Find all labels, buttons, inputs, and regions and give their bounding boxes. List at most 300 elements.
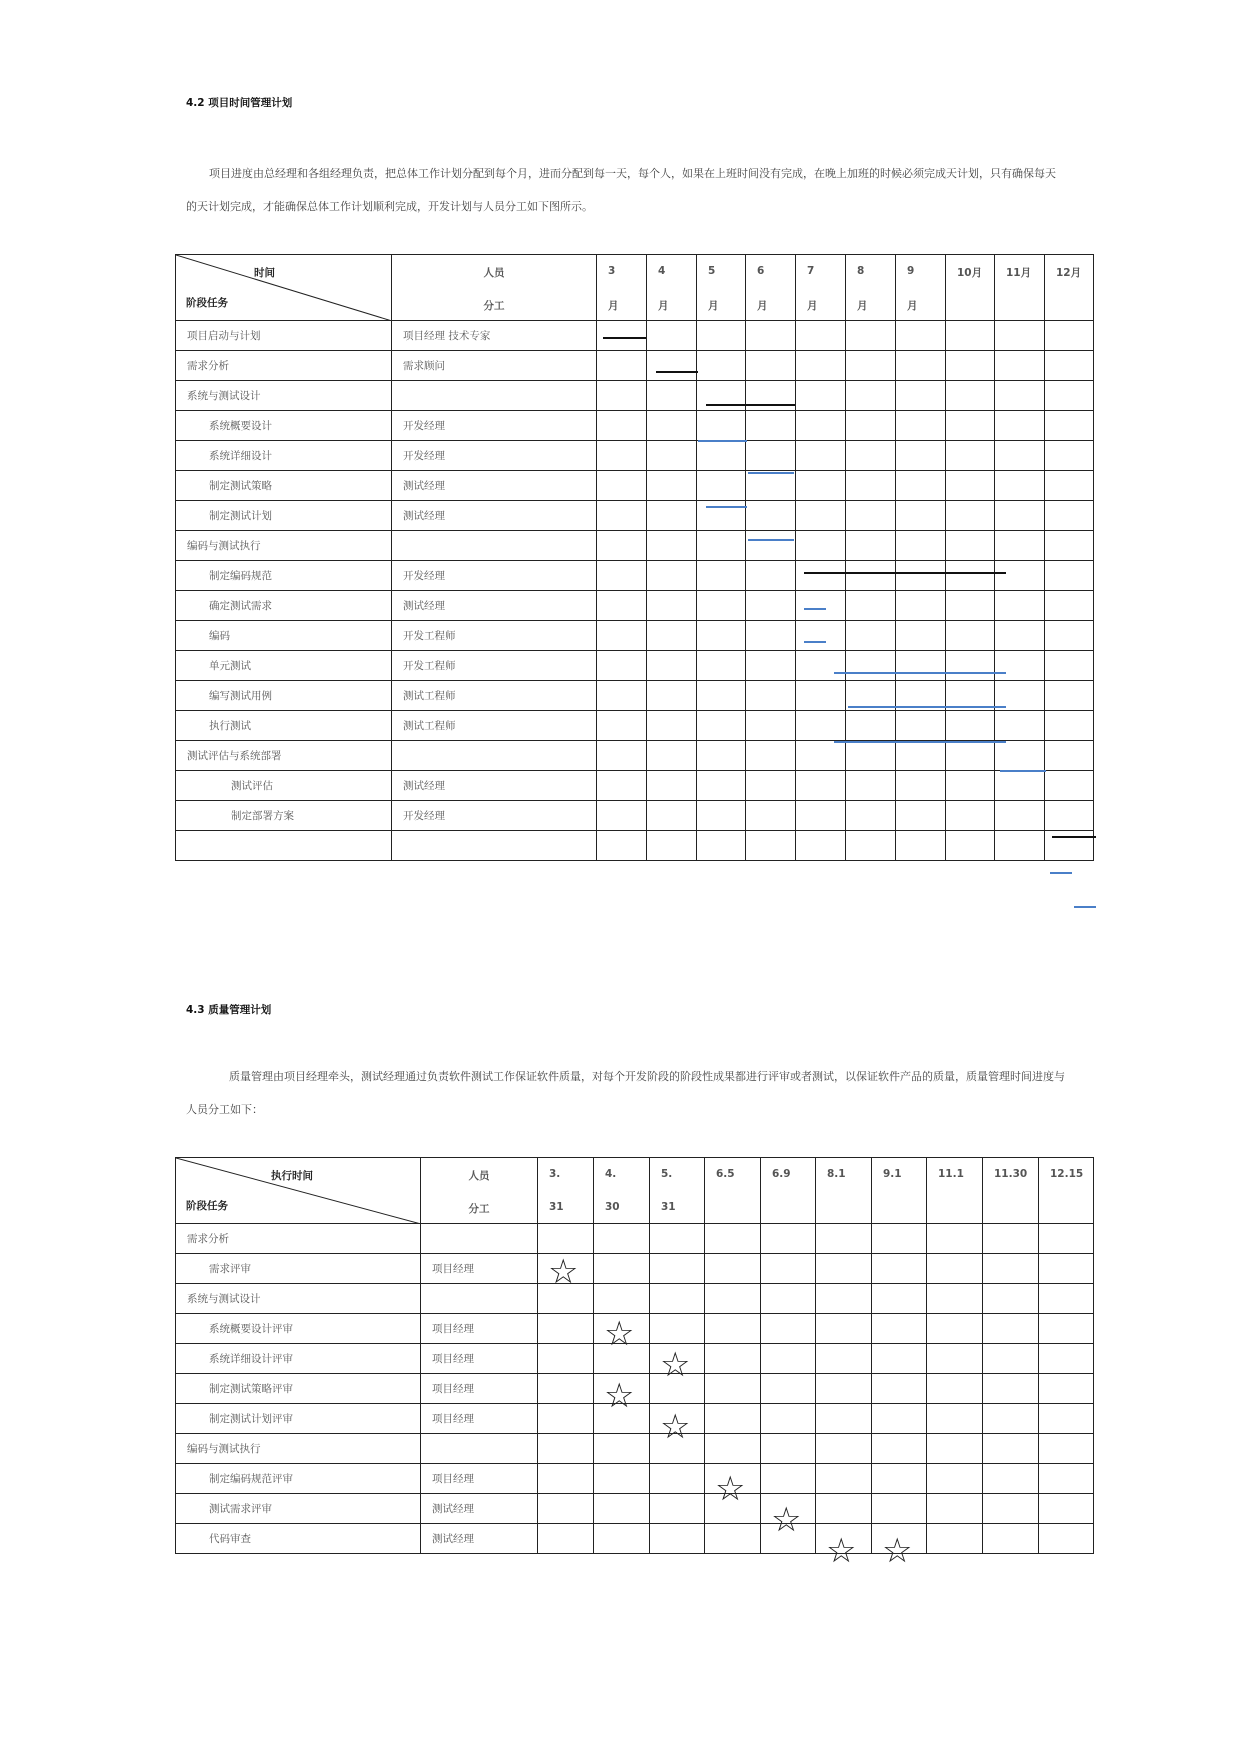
period-cell [746, 381, 796, 411]
period-cell [995, 321, 1045, 351]
corner-bottom-label: 阶段任务 [186, 297, 228, 309]
period-cell [746, 591, 796, 621]
period-cell [983, 1494, 1039, 1524]
person-header [392, 255, 597, 321]
white-star-icon: ☆ [604, 1376, 635, 1416]
period-cell [650, 1524, 705, 1554]
period-label: 8.1 [827, 1168, 846, 1180]
person-cell: 项目经理 [421, 1254, 538, 1284]
person-cell [392, 531, 597, 561]
period-label-unit: 月 [907, 300, 918, 312]
period-label: 3. [549, 1168, 561, 1180]
period-cell [995, 831, 1045, 861]
task-cell: 系统与测试设计 [176, 1284, 421, 1314]
period-cell [538, 1314, 594, 1344]
period-cell [796, 831, 846, 861]
task-cell: 测试评估 [176, 771, 392, 801]
person-cell [421, 1224, 538, 1254]
white-star-icon: ☆ [771, 1500, 802, 1540]
period-cell [946, 591, 995, 621]
period-cell [538, 1464, 594, 1494]
task-cell: 确定测试需求 [176, 591, 392, 621]
person-cell: 测试经理 [392, 471, 597, 501]
period-cell [597, 771, 647, 801]
period-cell [594, 1524, 650, 1554]
period-label-unit: 月 [708, 300, 719, 312]
period-cell [705, 1374, 761, 1404]
period-cell [983, 1464, 1039, 1494]
period-cell [1045, 351, 1094, 381]
period-cell [846, 591, 896, 621]
period-cell [896, 771, 946, 801]
period-cell [1045, 561, 1094, 591]
period-cell [538, 1374, 594, 1404]
period-cell [946, 801, 995, 831]
period-header [983, 1158, 1039, 1224]
table-row [176, 1254, 1094, 1284]
white-star-icon: ☆ [882, 1531, 913, 1571]
task-cell: 制定编码规范 [176, 561, 392, 591]
section2-paragraph: 质量管理由项目经理牵头，测试经理通过负责软件测试工作保证软件质量，对每个开发阶段的阶段性成果都进行评审或者测试，以保证软件产品的质量，质量管理时间进度与人员分工如下： [186, 1070, 1065, 1116]
period-cell [650, 1494, 705, 1524]
period-cell [650, 1254, 705, 1284]
period-cell [697, 471, 746, 501]
period-cell [697, 381, 746, 411]
task-cell: 需求分析 [176, 351, 392, 381]
period-cell [896, 741, 946, 771]
period-cell [538, 1224, 594, 1254]
period-cell [816, 1494, 872, 1524]
period-cell [796, 471, 846, 501]
period-cell [796, 651, 846, 681]
gantt-bar [748, 539, 794, 541]
period-cell [1039, 1224, 1094, 1254]
period-cell [647, 321, 697, 351]
white-star-icon: ☆ [715, 1469, 746, 1509]
period-label-unit: 月 [757, 300, 768, 312]
person-cell: 项目经理 [421, 1464, 538, 1494]
period-label-unit: 月 [857, 300, 868, 312]
period-cell [846, 621, 896, 651]
person-cell: 测试经理 [392, 501, 597, 531]
task-cell: 制定测试计划 [176, 501, 392, 531]
quality-table [175, 1157, 1094, 1554]
person-cell: 测试工程师 [392, 681, 597, 711]
period-cell [746, 561, 796, 591]
period-cell [846, 711, 896, 741]
section2-heading: 4.3 质量管理计划 [186, 1004, 272, 1016]
period-cell [594, 1434, 650, 1464]
person-cell: 测试经理 [421, 1524, 538, 1554]
period-cell [796, 501, 846, 531]
person-cell [421, 1434, 538, 1464]
period-cell [896, 651, 946, 681]
period-cell [697, 831, 746, 861]
period-cell [697, 741, 746, 771]
person-header-line2: 分工 [483, 300, 505, 312]
person-cell [421, 1284, 538, 1314]
period-header [647, 255, 697, 321]
period-cell [796, 681, 846, 711]
table-row [176, 501, 1094, 531]
period-cell [746, 471, 796, 501]
period-cell [597, 801, 647, 831]
person-cell: 开发工程师 [392, 651, 597, 681]
period-cell [597, 351, 647, 381]
period-cell [946, 351, 995, 381]
period-cell [1045, 741, 1094, 771]
period-cell [705, 1344, 761, 1374]
period-cell [816, 1404, 872, 1434]
table-row [176, 771, 1094, 801]
period-cell [697, 771, 746, 801]
table-row [176, 591, 1094, 621]
table-row [176, 741, 1094, 771]
person-cell: 项目经理 [421, 1404, 538, 1434]
period-cell [746, 681, 796, 711]
period-cell [538, 1344, 594, 1374]
period-cell [746, 501, 796, 531]
period-cell [647, 411, 697, 441]
period-cell [796, 321, 846, 351]
task-cell: 制定测试计划评审 [176, 1404, 421, 1434]
period-cell [697, 621, 746, 651]
gantt-bar [1050, 872, 1072, 874]
person-header-line1: 人员 [468, 1170, 490, 1182]
period-cell [846, 561, 896, 591]
period-cell [1039, 1494, 1094, 1524]
period-cell [796, 561, 846, 591]
table-row [176, 801, 1094, 831]
period-cell [746, 531, 796, 561]
period-header [746, 255, 796, 321]
period-cell [896, 441, 946, 471]
person-cell: 项目经理 技术专家 [392, 321, 597, 351]
period-label: 10月 [957, 267, 983, 279]
white-star-icon: ☆ [548, 1252, 579, 1292]
period-cell [796, 621, 846, 651]
period-label: 3 [608, 265, 616, 277]
period-cell [1039, 1374, 1094, 1404]
period-cell [872, 1494, 927, 1524]
period-cell [995, 531, 1045, 561]
period-header [594, 1158, 650, 1224]
period-cell [594, 1494, 650, 1524]
period-cell [946, 381, 995, 411]
table-row [176, 321, 1094, 351]
table-row [176, 1494, 1094, 1524]
period-cell [705, 1314, 761, 1344]
period-label-unit: 31 [549, 1201, 564, 1213]
period-label-unit: 月 [807, 300, 818, 312]
person-cell: 测试经理 [421, 1494, 538, 1524]
period-cell [697, 651, 746, 681]
period-label: 11.1 [938, 1168, 964, 1180]
period-cell [816, 1374, 872, 1404]
period-cell [1039, 1464, 1094, 1494]
period-cell [761, 1284, 816, 1314]
period-cell [896, 531, 946, 561]
period-cell [995, 711, 1045, 741]
person-cell: 需求顾问 [392, 351, 597, 381]
period-label-unit: 月 [658, 300, 669, 312]
corner-top-label: 执行时间 [271, 1170, 313, 1182]
period-cell [597, 711, 647, 741]
period-header [946, 255, 995, 321]
period-cell [647, 381, 697, 411]
period-cell [946, 771, 995, 801]
period-cell [927, 1284, 983, 1314]
period-cell [746, 711, 796, 741]
period-cell [650, 1314, 705, 1344]
task-cell: 单元测试 [176, 651, 392, 681]
period-cell [647, 441, 697, 471]
period-cell [1045, 771, 1094, 801]
period-cell [594, 1254, 650, 1284]
task-cell: 需求分析 [176, 1224, 421, 1254]
period-cell [1045, 531, 1094, 561]
period-cell [796, 801, 846, 831]
table-row [176, 621, 1094, 651]
period-cell [846, 381, 896, 411]
task-cell: 编码与测试执行 [176, 531, 392, 561]
period-header [846, 255, 896, 321]
period-cell [983, 1224, 1039, 1254]
period-cell [796, 351, 846, 381]
gantt-bar [1074, 906, 1096, 908]
period-cell [927, 1224, 983, 1254]
period-cell [983, 1404, 1039, 1434]
period-header [697, 255, 746, 321]
table-row [176, 1224, 1094, 1254]
period-label: 5 [708, 265, 716, 277]
corner-top-label: 时间 [254, 267, 275, 279]
person-cell: 开发工程师 [392, 621, 597, 651]
gantt-bar [706, 404, 795, 406]
period-header [796, 255, 846, 321]
period-cell [697, 561, 746, 591]
period-label-unit: 30 [605, 1201, 620, 1213]
period-cell [995, 351, 1045, 381]
period-cell [538, 1494, 594, 1524]
period-label: 12.15 [1050, 1168, 1084, 1180]
period-cell [761, 1254, 816, 1284]
period-cell [872, 1224, 927, 1254]
period-cell [896, 711, 946, 741]
period-cell [995, 561, 1045, 591]
task-cell: 制定部署方案 [176, 801, 392, 831]
period-cell [647, 501, 697, 531]
table-row [176, 711, 1094, 741]
period-cell [697, 801, 746, 831]
person-cell: 测试经理 [392, 591, 597, 621]
gantt-bar [603, 337, 646, 339]
period-cell [647, 801, 697, 831]
period-cell [1039, 1314, 1094, 1344]
period-cell [896, 561, 946, 591]
period-cell [946, 561, 995, 591]
period-cell [796, 411, 846, 441]
period-cell [647, 621, 697, 651]
period-header [761, 1158, 816, 1224]
period-cell [597, 741, 647, 771]
task-cell: 测试需求评审 [176, 1494, 421, 1524]
period-label: 6.9 [772, 1168, 791, 1180]
period-header [597, 255, 647, 321]
period-cell [995, 411, 1045, 441]
period-header [538, 1158, 594, 1224]
period-cell [846, 531, 896, 561]
task-cell: 制定测试策略 [176, 471, 392, 501]
period-cell [647, 351, 697, 381]
period-cell [647, 771, 697, 801]
period-cell [872, 1404, 927, 1434]
period-cell [927, 1434, 983, 1464]
person-header [421, 1158, 538, 1224]
gantt-bar [848, 706, 1006, 708]
period-cell [816, 1224, 872, 1254]
period-cell [1045, 501, 1094, 531]
period-cell [594, 1224, 650, 1254]
period-cell [1039, 1254, 1094, 1284]
period-cell [896, 411, 946, 441]
period-cell [872, 1284, 927, 1314]
period-cell [995, 621, 1045, 651]
period-cell [650, 1284, 705, 1314]
period-cell [796, 591, 846, 621]
period-cell [946, 831, 995, 861]
period-cell [597, 441, 647, 471]
period-cell [995, 741, 1045, 771]
table-row [176, 411, 1094, 441]
period-cell [1039, 1434, 1094, 1464]
period-cell [796, 711, 846, 741]
period-cell [761, 1314, 816, 1344]
period-cell [846, 321, 896, 351]
period-cell [983, 1524, 1039, 1554]
period-cell [995, 381, 1045, 411]
period-cell [761, 1434, 816, 1464]
period-cell [697, 321, 746, 351]
period-cell [597, 321, 647, 351]
white-star-icon: ☆ [604, 1314, 635, 1354]
table-row [176, 1464, 1094, 1494]
period-cell [697, 711, 746, 741]
period-cell [746, 441, 796, 471]
period-header [995, 255, 1045, 321]
gantt-bar [1000, 770, 1046, 772]
period-cell [1045, 711, 1094, 741]
period-cell [983, 1434, 1039, 1464]
period-cell [896, 801, 946, 831]
period-label: 7 [807, 265, 815, 277]
period-cell [896, 381, 946, 411]
period-label: 12月 [1056, 267, 1082, 279]
period-cell [597, 621, 647, 651]
period-cell [1039, 1344, 1094, 1374]
period-cell [647, 651, 697, 681]
period-cell [597, 591, 647, 621]
period-header [927, 1158, 983, 1224]
period-cell [846, 351, 896, 381]
period-cell [846, 651, 896, 681]
period-cell [538, 1524, 594, 1554]
period-cell [796, 531, 846, 561]
period-cell [983, 1284, 1039, 1314]
period-label-unit: 31 [661, 1201, 676, 1213]
period-cell [746, 741, 796, 771]
period-cell [995, 441, 1045, 471]
table-row [176, 351, 1094, 381]
period-header [1045, 255, 1094, 321]
period-cell [872, 1314, 927, 1344]
period-cell [647, 711, 697, 741]
corner-bottom-label: 阶段任务 [186, 1200, 228, 1212]
table-row [176, 1284, 1094, 1314]
period-cell [1045, 831, 1094, 861]
period-cell [1039, 1524, 1094, 1554]
task-cell: 系统概要设计评审 [176, 1314, 421, 1344]
period-cell [705, 1404, 761, 1434]
person-cell: 开发经理 [392, 411, 597, 441]
period-cell [1039, 1284, 1094, 1314]
period-cell [896, 471, 946, 501]
gantt-bar [656, 371, 698, 373]
period-cell [647, 531, 697, 561]
period-cell [650, 1464, 705, 1494]
period-cell [1045, 381, 1094, 411]
period-cell [995, 471, 1045, 501]
period-cell [946, 711, 995, 741]
period-cell [946, 441, 995, 471]
period-cell [697, 411, 746, 441]
table-row [176, 1434, 1094, 1464]
section1-paragraph: 项目进度由总经理和各组经理负责，把总体工作计划分配到每个月，进而分配到每一天，每个人，如果在上班时间没有完成，在晚上加班的时候必须完成天计划，只有确保每天的天计划完成，才能确保总体工作计划顺利完成，开发计划与人员分工如下图所示。 [186, 167, 1056, 213]
period-cell [995, 651, 1045, 681]
period-label: 4 [658, 265, 666, 277]
period-cell [538, 1404, 594, 1434]
period-cell [697, 351, 746, 381]
period-cell [983, 1374, 1039, 1404]
period-cell [697, 501, 746, 531]
task-cell [176, 831, 392, 861]
period-cell [761, 1404, 816, 1434]
period-label: 4. [605, 1168, 617, 1180]
period-cell [597, 501, 647, 531]
period-cell [597, 411, 647, 441]
person-cell: 项目经理 [421, 1374, 538, 1404]
period-cell [995, 591, 1045, 621]
period-cell [846, 501, 896, 531]
period-header [896, 255, 946, 321]
table-row [176, 561, 1094, 591]
period-cell [995, 771, 1045, 801]
task-cell: 制定测试策略评审 [176, 1374, 421, 1404]
period-cell [927, 1494, 983, 1524]
period-cell [796, 441, 846, 471]
period-cell [896, 351, 946, 381]
period-cell [705, 1434, 761, 1464]
period-cell [995, 801, 1045, 831]
period-cell [796, 771, 846, 801]
period-cell [946, 501, 995, 531]
person-cell [392, 381, 597, 411]
table-row [176, 831, 1094, 861]
white-star-icon: ☆ [826, 1531, 857, 1571]
period-cell [872, 1374, 927, 1404]
person-cell: 项目经理 [421, 1344, 538, 1374]
period-cell [697, 681, 746, 711]
